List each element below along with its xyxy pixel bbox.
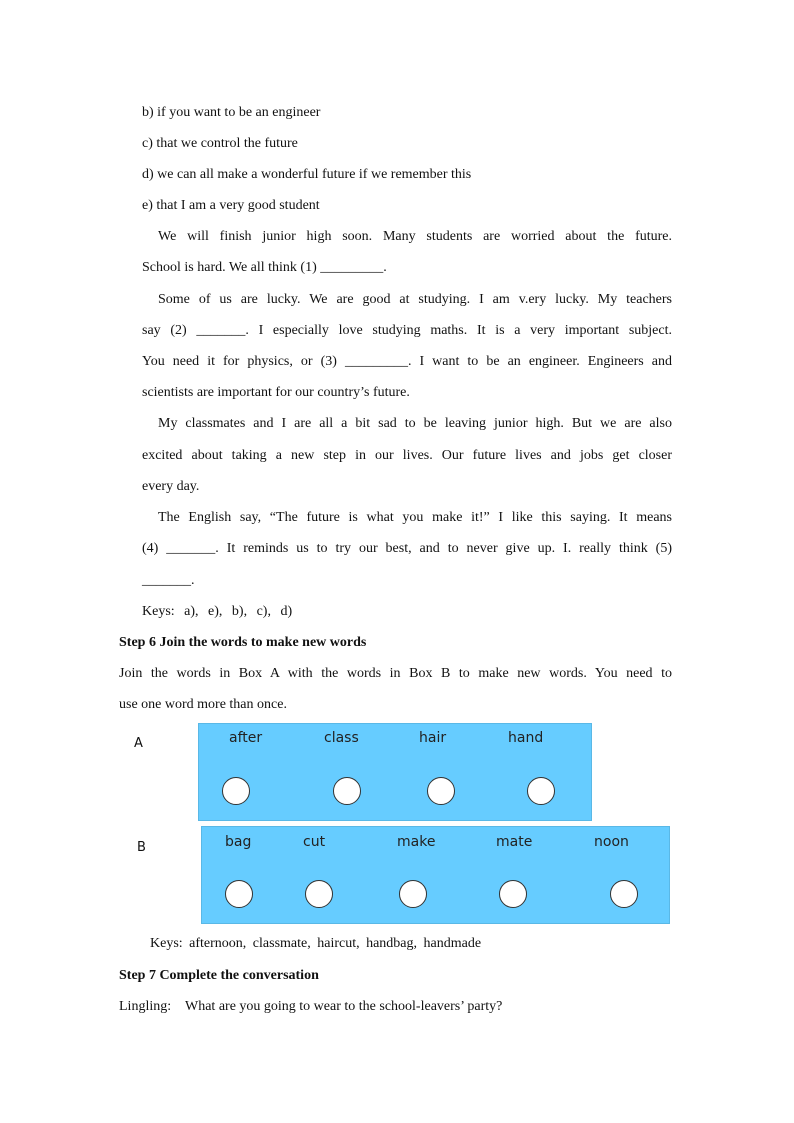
box-a-word: hand [508,730,544,746]
box-b-word: noon [594,834,629,850]
connect-circle[interactable] [399,880,427,908]
connect-circle[interactable] [333,777,361,805]
box-b-word: cut [303,834,326,850]
option-e: e) that I am a very good student [142,198,320,213]
option-d: d) we can all make a wonderful future if we remember this [142,167,472,182]
connect-circle[interactable] [305,880,333,908]
passage-line: (4) _______. It reminds us to try our best, and to never give up. I. really think (5) [142,541,672,556]
connect-circle[interactable] [499,880,527,908]
box-b-label: B [137,840,146,855]
box-b-word: make [397,834,436,850]
speaker-name: Lingling: [119,999,172,1014]
passage-line: School is hard. We all think (1) _________. [142,260,387,275]
option-c: c) that we control the future [142,136,298,151]
passage-line: You need it for physics, or (3) _________. I want to be an engineer. Engineers and [142,354,672,369]
connect-circle[interactable] [225,880,253,908]
box-b [201,826,670,924]
step6-instructions: Join the words in Box A with the words in Box B to make new words. You need to [119,666,672,681]
passage-line: _______. [142,573,195,588]
option-b: b) if you want to be an engineer [142,105,321,120]
box-a-word: hair [419,730,447,746]
step7-title: Step 7 Complete the conversation [119,968,319,983]
box-b-word: bag [225,834,252,850]
passage-line: Some of us are lucky. We are good at studying. I am v.ery lucky. My teachers [158,292,672,307]
connect-circle[interactable] [222,777,250,805]
keys-line: Keys: a), e), b), c), d) [142,604,293,619]
passage-line: The English say, “The future is what you make it!” I like this saying. It means [158,510,672,525]
passage-line: excited about taking a new step in our lives. Our future lives and jobs get closer [142,448,672,463]
connect-circle[interactable] [427,777,455,805]
passage-line: say (2) _______. I especially love studying maths. It is a very important subject. [142,323,672,338]
connect-circle[interactable] [610,880,638,908]
box-b-word: mate [496,834,533,850]
dialogue-line: What are you going to wear to the school-leavers’ party? [185,999,503,1014]
box-a [198,723,592,821]
passage-line: every day. [142,479,200,494]
step6-title: Step 6 Join the words to make new words [119,635,367,650]
step6-instructions: use one word more than once. [119,697,287,712]
passage-line: scientists are important for our country’s future. [142,385,410,400]
step6-keys: Keys: afternoon, classmate, haircut, handbag, handmade [150,936,482,951]
box-a-word: class [324,730,359,746]
passage-line: We will finish junior high soon. Many students are worried about the future. [158,229,672,244]
box-a-word: after [229,730,263,746]
passage-line: My classmates and I are all a bit sad to be leaving junior high. But we are also [158,416,672,431]
connect-circle[interactable] [527,777,555,805]
box-a-label: A [134,736,143,751]
